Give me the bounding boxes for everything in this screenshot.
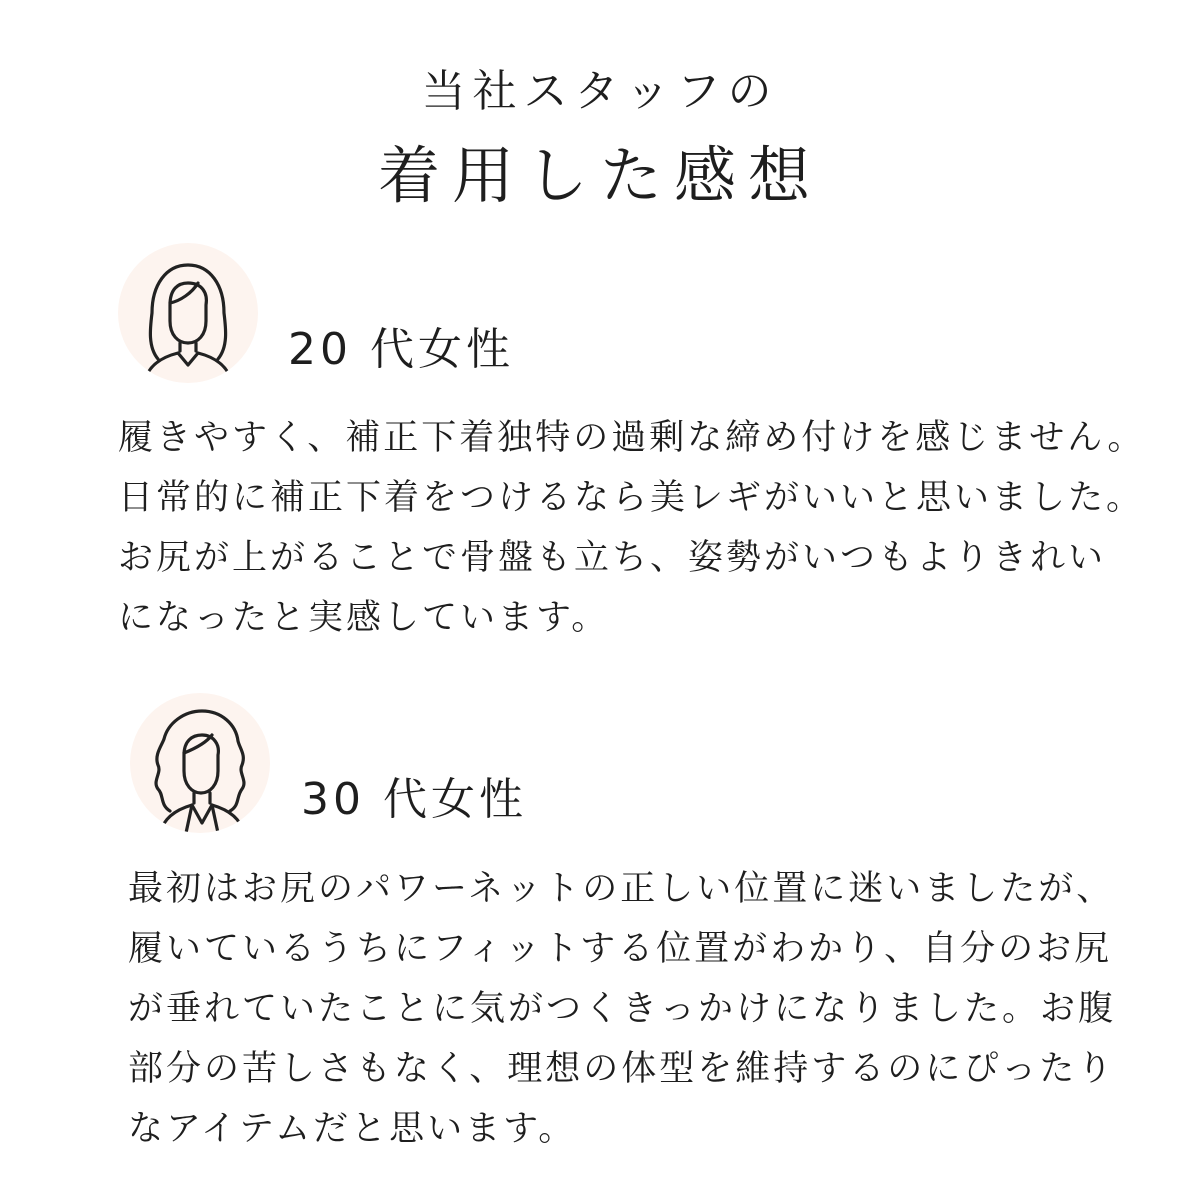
review-text [118, 408, 1145, 648]
woman-straight-hair-icon [118, 243, 258, 383]
review-line: お尻が上がることで骨盤も立ち、姿勢がいつもよりきれい [118, 538, 1107, 578]
review-line: 履きやすく、補正下着独特の過剰な締め付けを感じません。 [118, 418, 1146, 458]
review-line: 最初はお尻のパワーネットの正しい位置に迷いましたが、 [128, 869, 1115, 909]
section-title: 着用した感想 [377, 139, 822, 212]
section-subtitle: 当社スタッフの [421, 66, 779, 117]
review-line: 日常的に補正下着をつけるなら美レギがいいと思いました。 [118, 478, 1145, 518]
reviewer-label: 30 代女性 [301, 774, 527, 825]
review-line: 部分の苦しさもなく、理想の体型を維持するのにぴったり [128, 1049, 1116, 1089]
review-line: なアイテムだと思います。 [128, 1109, 577, 1149]
review-line: になったと実感しています。 [118, 598, 610, 638]
review-text [128, 859, 1116, 1159]
review-line: が垂れていたことに気がつくきっかけになりました。お腹 [128, 989, 1117, 1029]
reviewer-label: 20 代女性 [288, 324, 514, 375]
woman-curly-hair-icon [130, 693, 270, 833]
review-line: 履いているうちにフィットする位置がわかり、自分のお尻 [128, 929, 1113, 969]
